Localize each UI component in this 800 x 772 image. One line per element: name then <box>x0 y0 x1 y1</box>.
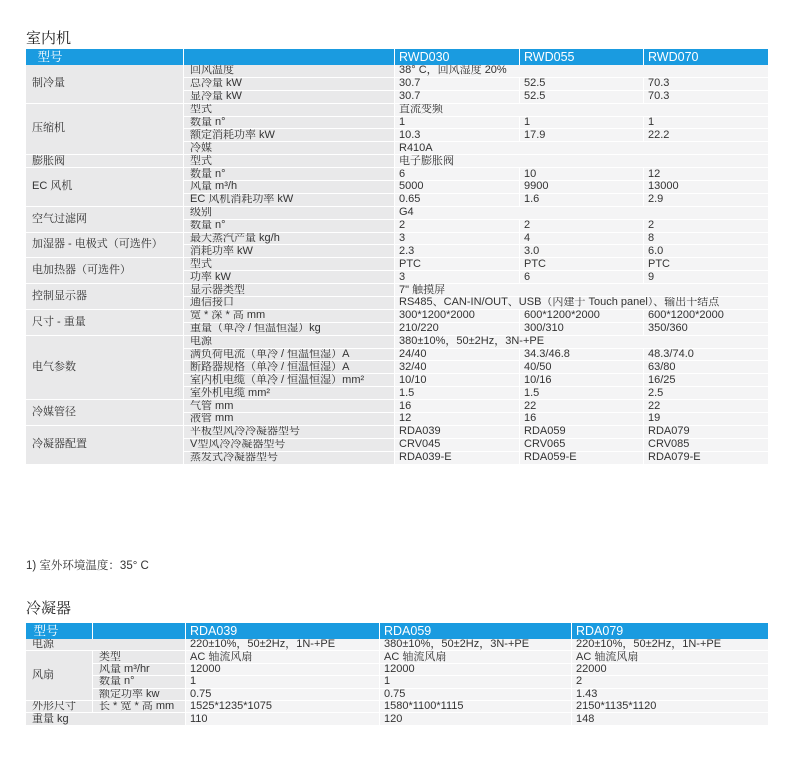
value-cell: RDA039 <box>395 425 520 438</box>
value-cell: 2 <box>395 219 520 232</box>
parameter-cell: 显示器类型 <box>184 284 395 297</box>
value-cell: 3.0 <box>520 245 644 258</box>
value-cell: 220±10%，50±2Hz，1N-+PE <box>186 639 380 651</box>
value-cell: 52.5 <box>520 90 644 103</box>
value-cell: 16/25 <box>644 374 768 387</box>
footnote: 1) 室外环境温度：35° C <box>26 560 149 572</box>
value-cell: 1 <box>395 116 520 129</box>
parameter-cell: 液管 mm <box>184 413 395 426</box>
header-model-rda079: RDA079 <box>572 623 768 639</box>
table-row <box>26 639 768 651</box>
parameter-cell: 额定功率 kw <box>93 688 186 700</box>
value-cell: 12 <box>395 413 520 426</box>
value-cell: 1 <box>520 116 644 129</box>
value-cell: 300*1200*2000 <box>395 309 520 322</box>
parameter-cell: 满负荷电流（单冷 / 恒温恒湿）A <box>184 348 395 361</box>
value-cell: 12 <box>644 168 768 181</box>
category-cell: 风扇 <box>26 651 93 701</box>
value-cell: 6.0 <box>644 245 768 258</box>
parameter-cell: 风量 m³/hr <box>93 663 186 675</box>
value-cell: 30.7 <box>395 77 520 90</box>
value-cell: 17.9 <box>520 129 644 142</box>
table-row <box>26 309 768 322</box>
value-cell: 10.3 <box>395 129 520 142</box>
value-cell: 300/310 <box>520 322 644 335</box>
parameter-cell: 气管 mm <box>184 400 395 413</box>
category-cell: 电气参数 <box>26 335 184 399</box>
header-model-rda059: RDA059 <box>380 623 572 639</box>
value-cell: 148 <box>572 713 768 725</box>
table-row <box>26 103 768 116</box>
value-cell: 2 <box>644 219 768 232</box>
value-cell: 120 <box>380 713 572 725</box>
value-cell: 16 <box>395 400 520 413</box>
value-cell: 12000 <box>380 663 572 675</box>
value-cell: 1 <box>380 676 572 688</box>
category-cell: 重量 kg <box>26 713 186 725</box>
value-cell: 10/10 <box>395 374 520 387</box>
header-model-rwd030: RWD030 <box>395 49 520 65</box>
value-cell: 9900 <box>520 181 644 194</box>
category-cell: 冷凝器配置 <box>26 425 184 464</box>
value-cell: 1 <box>186 676 380 688</box>
header-blank <box>184 49 395 65</box>
table-row <box>26 700 768 712</box>
table-header-row <box>26 49 768 65</box>
condenser-section-title: 冷凝器 <box>26 600 72 617</box>
category-cell: 冷媒管径 <box>26 400 184 426</box>
value-cell: 19 <box>644 413 768 426</box>
table-row <box>26 713 768 725</box>
table-row <box>26 65 768 77</box>
value-cell: 3 <box>395 232 520 245</box>
value-cell: 5000 <box>395 181 520 194</box>
table-row <box>26 258 768 271</box>
table-row <box>26 335 768 348</box>
parameter-cell: 数量 n° <box>93 676 186 688</box>
table-row <box>26 425 768 438</box>
parameter-cell: 最大蒸汽产量 kg/h <box>184 232 395 245</box>
value-cell: PTC <box>395 258 520 271</box>
parameter-cell: 级别 <box>184 206 395 219</box>
value-cell: RDA039-E <box>395 451 520 464</box>
value-cell: 6 <box>395 168 520 181</box>
parameter-cell: EC 风机消耗功率 kW <box>184 193 395 206</box>
category-cell: EC 风机 <box>26 168 184 207</box>
value-cell: R410A <box>395 142 768 155</box>
value-cell: 1.43 <box>572 688 768 700</box>
value-cell: 6 <box>520 271 644 284</box>
parameter-cell: 额定消耗功率 kW <box>184 129 395 142</box>
value-cell: 110 <box>186 713 380 725</box>
header-model-rwd070: RWD070 <box>644 49 768 65</box>
parameter-cell: 宽 * 深 * 高 mm <box>184 309 395 322</box>
value-cell: 1.6 <box>520 193 644 206</box>
value-cell: G4 <box>395 206 768 219</box>
category-cell: 空气过滤网 <box>26 206 184 232</box>
indoor-spec-table <box>25 49 768 465</box>
parameter-cell: 功率 kW <box>184 271 395 284</box>
parameter-cell: 显冷量 kW <box>184 90 395 103</box>
value-cell: 350/360 <box>644 322 768 335</box>
table-row <box>26 284 768 297</box>
value-cell: 70.3 <box>644 77 768 90</box>
value-cell: 直流变频 <box>395 103 768 116</box>
parameter-cell: 电源 <box>184 335 395 348</box>
value-cell: 52.5 <box>520 77 644 90</box>
table-row <box>26 663 768 675</box>
value-cell: 电子膨胀阀 <box>395 155 768 168</box>
value-cell: AC 轴流风扇 <box>186 651 380 663</box>
value-cell: 4 <box>520 232 644 245</box>
value-cell: 48.3/74.0 <box>644 348 768 361</box>
category-cell: 电源 <box>26 639 186 651</box>
value-cell: RS485、CAN-IN/OUT、USB（内建于 Touch panel）、输出干结点 <box>395 297 768 310</box>
value-cell: RDA079 <box>644 425 768 438</box>
parameter-cell: 数量 n° <box>184 116 395 129</box>
value-cell: 22000 <box>572 663 768 675</box>
value-cell: 1.5 <box>395 387 520 400</box>
category-cell: 压缩机 <box>26 103 184 155</box>
value-cell: 2 <box>572 676 768 688</box>
value-cell: 600*1200*2000 <box>520 309 644 322</box>
parameter-cell: 长 * 宽 * 高 mm <box>93 700 186 712</box>
value-cell: 380±10%，50±2Hz，3N-+PE <box>380 639 572 651</box>
parameter-cell: 室外机电缆 mm² <box>184 387 395 400</box>
parameter-cell: 回风温度 <box>184 65 395 77</box>
parameter-cell: 蒸发式冷凝器型号 <box>184 451 395 464</box>
value-cell: 32/40 <box>395 361 520 374</box>
parameter-cell: 通信接口 <box>184 297 395 310</box>
table-row <box>26 206 768 219</box>
value-cell: 30.7 <box>395 90 520 103</box>
table-row <box>26 651 768 663</box>
header-blank <box>93 623 186 639</box>
parameter-cell: 风量 m³/h <box>184 181 395 194</box>
value-cell: 8 <box>644 232 768 245</box>
value-cell: PTC <box>520 258 644 271</box>
parameter-cell: 型式 <box>184 258 395 271</box>
value-cell: 12000 <box>186 663 380 675</box>
category-cell: 控制显示器 <box>26 284 184 310</box>
value-cell: 10/16 <box>520 374 644 387</box>
parameter-cell: 冷媒 <box>184 142 395 155</box>
parameter-cell: 类型 <box>93 651 186 663</box>
value-cell: 70.3 <box>644 90 768 103</box>
parameter-cell: 数量 n° <box>184 219 395 232</box>
value-cell: RDA079-E <box>644 451 768 464</box>
value-cell: 38° C，回风湿度 20% <box>395 65 768 77</box>
table-header-row <box>26 623 768 639</box>
parameter-cell: 断路器规格（单冷 / 恒温恒湿）A <box>184 361 395 374</box>
value-cell: 0.75 <box>380 688 572 700</box>
header-model-label: 型号 <box>26 49 184 65</box>
value-cell: CRV065 <box>520 438 644 451</box>
value-cell: 63/80 <box>644 361 768 374</box>
value-cell: CRV045 <box>395 438 520 451</box>
value-cell: 7" 触摸屏 <box>395 284 768 297</box>
value-cell: 34.3/46.8 <box>520 348 644 361</box>
value-cell: 0.65 <box>395 193 520 206</box>
parameter-cell: 数量 n° <box>184 168 395 181</box>
category-cell: 制冷量 <box>26 65 184 103</box>
table-row <box>26 155 768 168</box>
table-row <box>26 232 768 245</box>
value-cell: 22 <box>520 400 644 413</box>
indoor-section-title: 室内机 <box>26 30 72 47</box>
value-cell: 380±10%，50±2Hz，3N-+PE <box>395 335 768 348</box>
value-cell: 1.5 <box>520 387 644 400</box>
table-row <box>26 400 768 413</box>
value-cell: 2.3 <box>395 245 520 258</box>
value-cell: 210/220 <box>395 322 520 335</box>
value-cell: 0.75 <box>186 688 380 700</box>
category-cell: 加湿器 - 电极式（可选件） <box>26 232 184 258</box>
value-cell: 220±10%，50±2Hz，1N-+PE <box>572 639 768 651</box>
header-model-rda039: RDA039 <box>186 623 380 639</box>
value-cell: AC 轴流风扇 <box>380 651 572 663</box>
table-row <box>26 676 768 688</box>
condenser-spec-table <box>25 623 768 726</box>
value-cell: 16 <box>520 413 644 426</box>
category-cell: 膨胀阀 <box>26 155 184 168</box>
value-cell: 2.5 <box>644 387 768 400</box>
value-cell: 40/50 <box>520 361 644 374</box>
value-cell: 24/40 <box>395 348 520 361</box>
parameter-cell: 室内机电缆（单冷 / 恒温恒湿）mm² <box>184 374 395 387</box>
value-cell: 2 <box>520 219 644 232</box>
value-cell: 2.9 <box>644 193 768 206</box>
value-cell: 9 <box>644 271 768 284</box>
category-cell: 电加热器（可选件） <box>26 258 184 284</box>
category-cell: 外形尺寸 <box>26 700 93 712</box>
header-model-label: 型号 <box>26 623 93 639</box>
value-cell: PTC <box>644 258 768 271</box>
parameter-cell: 总冷量 kW <box>184 77 395 90</box>
parameter-cell: 型式 <box>184 103 395 116</box>
value-cell: 1580*1100*1115 <box>380 700 572 712</box>
parameter-cell: 型式 <box>184 155 395 168</box>
value-cell: 10 <box>520 168 644 181</box>
table-row <box>26 168 768 181</box>
parameter-cell: V型风冷冷凝器型号 <box>184 438 395 451</box>
parameter-cell: 重量（单冷 / 恒温恒湿）kg <box>184 322 395 335</box>
value-cell: 13000 <box>644 181 768 194</box>
value-cell: 22.2 <box>644 129 768 142</box>
value-cell: AC 轴流风扇 <box>572 651 768 663</box>
value-cell: RDA059-E <box>520 451 644 464</box>
header-model-rwd055: RWD055 <box>520 49 644 65</box>
value-cell: 22 <box>644 400 768 413</box>
value-cell: CRV085 <box>644 438 768 451</box>
value-cell: 1 <box>644 116 768 129</box>
value-cell: 3 <box>395 271 520 284</box>
value-cell: 2150*1135*1120 <box>572 700 768 712</box>
parameter-cell: 消耗功率 kW <box>184 245 395 258</box>
parameter-cell: 平板型风冷冷凝器型号 <box>184 425 395 438</box>
value-cell: RDA059 <box>520 425 644 438</box>
table-row <box>26 688 768 700</box>
value-cell: 1525*1235*1075 <box>186 700 380 712</box>
value-cell: 600*1200*2000 <box>644 309 768 322</box>
category-cell: 尺寸 - 重量 <box>26 309 184 335</box>
